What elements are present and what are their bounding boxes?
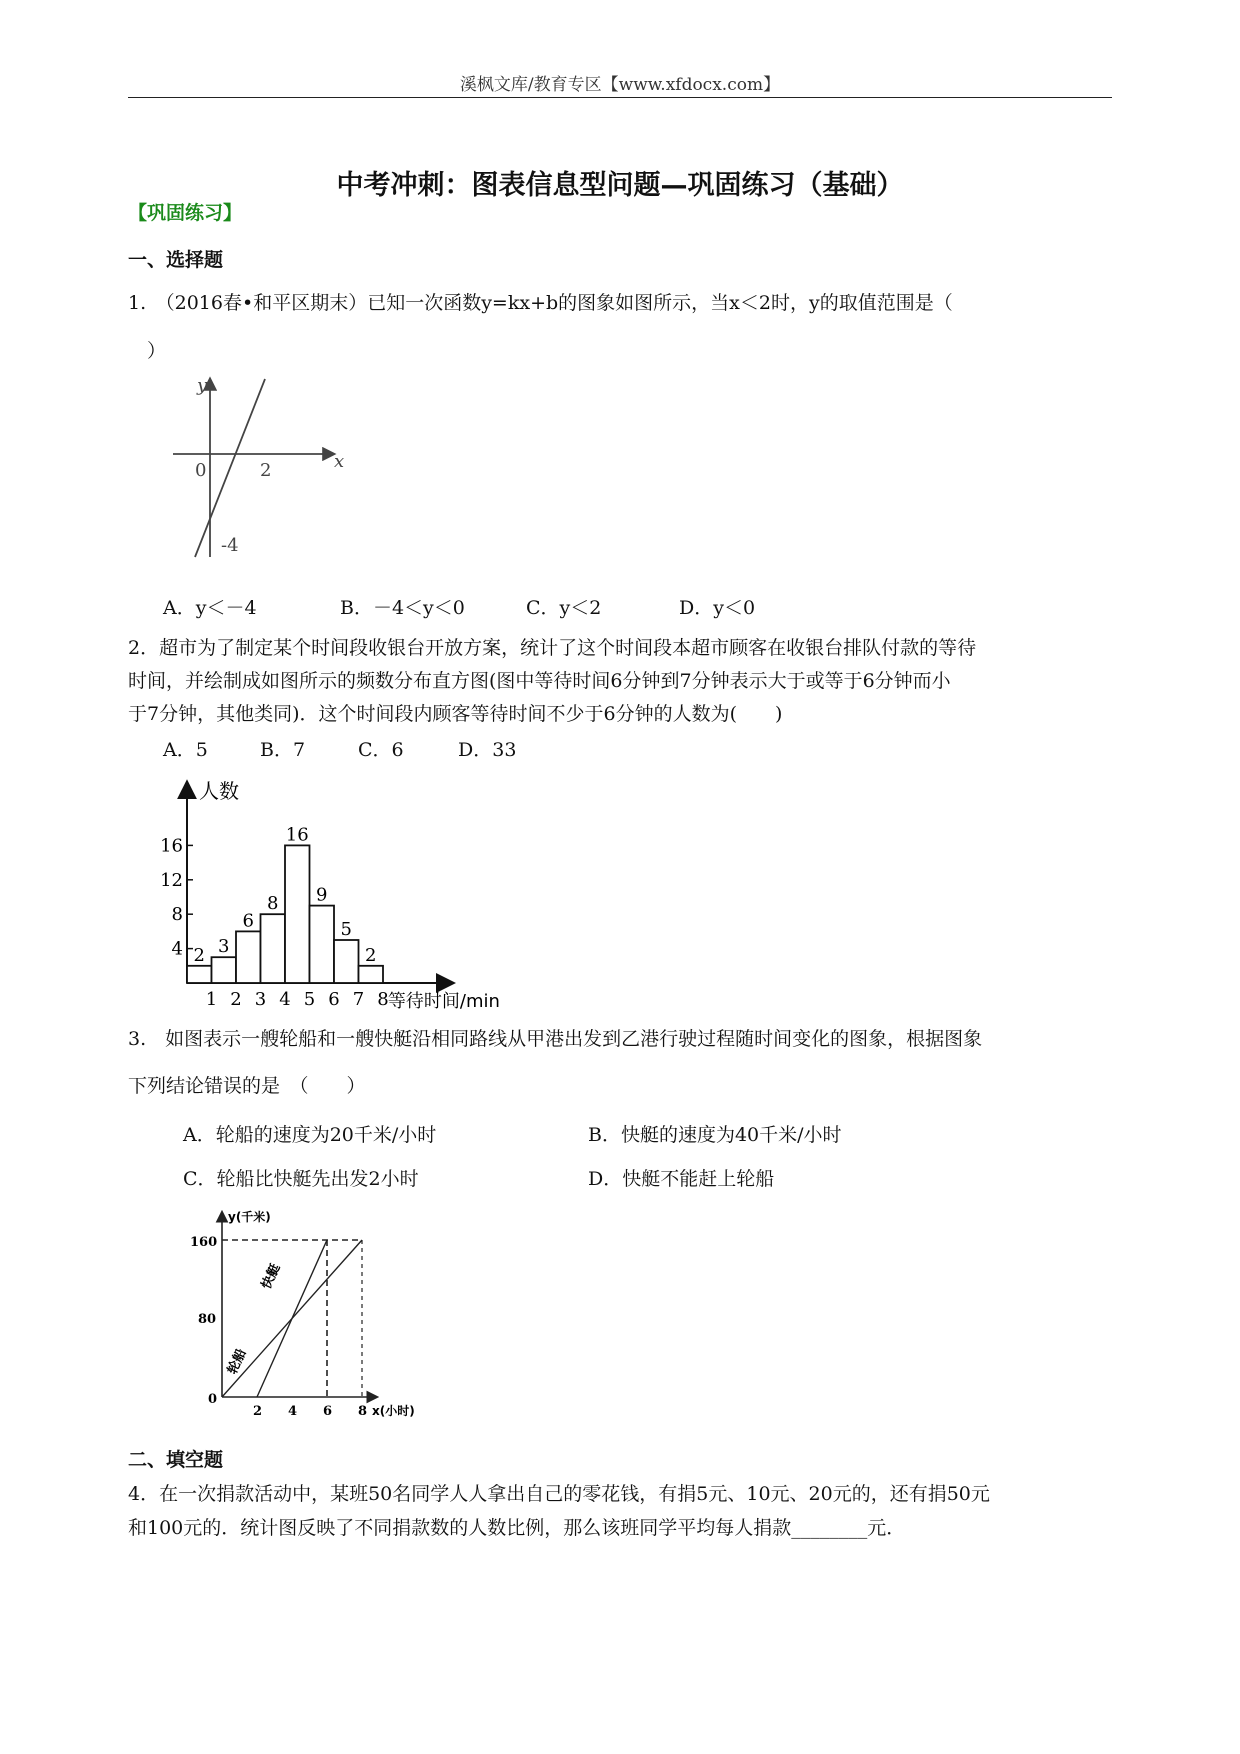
q3-text-line1: 3. 如图表示一艘轮船和一艘快艇沿相同路线从甲港出发到乙港行驶过程随时间变化的图象，根据图象 [128,1028,983,1050]
q3-x-axis-label: x(小时) [372,1404,415,1418]
page-header: 溪枫文库/教育专区【www.xfdocx.com】 [459,75,781,95]
histogram-bar-3 [236,931,261,983]
q3-option-b[interactable]: B．快艇的速度为40千米/小时 [588,1124,842,1146]
histogram-y-tick-label-8: 8 [171,904,183,926]
q3-x-tick-2: 2 [253,1404,263,1419]
histogram-x-tick-label-3: 3 [254,989,267,1010]
histogram-x-tick-label-2: 2 [230,989,242,1010]
histogram-y-axis-label: 人数 [199,779,239,804]
histogram-y-tick-label-12: 12 [160,869,183,891]
histogram-bar-8 [359,966,384,983]
q4-text-line1: 4．在一次捐款活动中，某班50名同学人人拿出自己的零花钱，有捐5元、10元、20元的，还有捐50元 [128,1483,990,1505]
histogram-bar-value-label-7: 5 [340,919,352,940]
q1-linear-function-graph [165,375,350,565]
histogram-x-tick-label-4: 4 [279,989,291,1010]
q3-x-tick-8: 8 [358,1404,368,1419]
section-tag: 【巩固练习】 [128,202,243,224]
q2-histogram [150,755,550,1015]
histogram-y-tick-label-16: 16 [160,835,183,857]
histogram-x-tick-label-7: 7 [352,989,365,1010]
histogram-bar-value-label-6: 9 [316,884,328,906]
q3-speedboat-line [257,1240,327,1397]
q3-x-tick-6: 6 [323,1404,333,1419]
histogram-x-tick-label-6: 6 [328,989,340,1010]
q3-y-tick-160: 160 [190,1235,218,1250]
q1-text-line1: 1. （2016春•和平区期末）已知一次函数y=kx+b的图象如图所示，当x＜2时，y的取值范围是（ [128,292,953,314]
q3-option-d[interactable]: D．快艇不能赶上轮船 [588,1168,775,1190]
histogram-bar-value-label-5: 16 [285,824,309,846]
q2-option-d[interactable]: D．33 [458,739,517,761]
q1-y-label: y [197,375,208,396]
q3-origin-label: 0 [208,1392,218,1407]
q2-text-line1: 2．超市为了制定某个时间段收银台开放方案，统计了这个时间段本超市顾客在收银台排队付款的等待 [128,637,977,659]
q3-option-c[interactable]: C．轮船比快艇先出发2小时 [183,1168,419,1190]
histogram-bar-value-label-8: 2 [365,944,377,966]
section-heading-fill: 二、填空题 [128,1449,224,1471]
header-divider [128,97,1112,98]
histogram-x-axis-label: 等待时间/min [387,991,500,1012]
q3-travel-graph [190,1205,450,1420]
q2-text-line2: 时间，并绘制成如图所示的频数分布直方图(图中等待时间6分钟到7分钟表示大于或等于6分钟而小 [128,670,951,692]
q1-option-a[interactable]: A．y＜－4 [163,597,257,619]
q2-text-line3: 于7分钟，其他类同)．这个时间段内顾客等待时间不少于6分钟的人数为( ) [128,703,783,725]
histogram-bar-5 [285,845,310,983]
q2-option-c[interactable]: C．6 [358,739,404,761]
q2-option-b[interactable]: B．7 [260,739,306,761]
page-title: 中考冲刺：图表信息型问题—巩固练习（基础） [336,170,904,201]
histogram-bar-value-label-3: 6 [242,910,254,932]
q1-option-b[interactable]: B．－4＜y＜0 [340,597,465,619]
histogram-bar-1 [187,966,212,983]
q1-text-line2: ） [128,340,167,362]
histogram-bar-value-label-4: 8 [267,893,279,915]
q1-x-label: x [334,451,345,472]
q3-speedboat-label: 快艇 [259,1261,284,1292]
histogram-bar-7 [334,940,359,983]
q4-text-line2: 和100元的．统计图反映了不同捐款数的人数比例，那么该班同学平均每人捐款________元． [128,1517,906,1539]
histogram-x-tick-label-8: 8 [377,989,389,1010]
q1-option-c[interactable]: C．y＜2 [526,597,602,619]
q1-x-intercept-label: 2 [260,460,272,481]
q3-y-axis-label: y(千米) [228,1210,271,1224]
q1-origin-label: 0 [195,460,207,481]
histogram-bar-value-label-1: 2 [193,944,205,966]
histogram-x-tick-label-1: 1 [205,989,218,1010]
q2-option-a[interactable]: A．5 [163,739,208,761]
section-heading-choice: 一、选择题 [128,249,224,271]
q1-option-d[interactable]: D．y＜0 [679,597,756,619]
histogram-bar-value-label-2: 3 [218,936,230,958]
q3-y-tick-80: 80 [198,1312,217,1327]
q3-x-tick-4: 4 [288,1404,298,1419]
histogram-y-tick-label-4: 4 [171,938,183,960]
histogram-x-tick-label-5: 5 [303,989,316,1010]
histogram-bar-2 [212,957,237,983]
q3-text-line2: 下列结论错误的是 （ ） [128,1075,366,1097]
q1-y-intercept-label: -4 [221,535,239,556]
histogram-bar-6 [310,906,335,983]
q3-boat-label: 轮船 [225,1346,250,1377]
histogram-bar-4 [261,914,286,983]
q3-option-a[interactable]: A．轮船的速度为20千米/小时 [183,1124,437,1146]
